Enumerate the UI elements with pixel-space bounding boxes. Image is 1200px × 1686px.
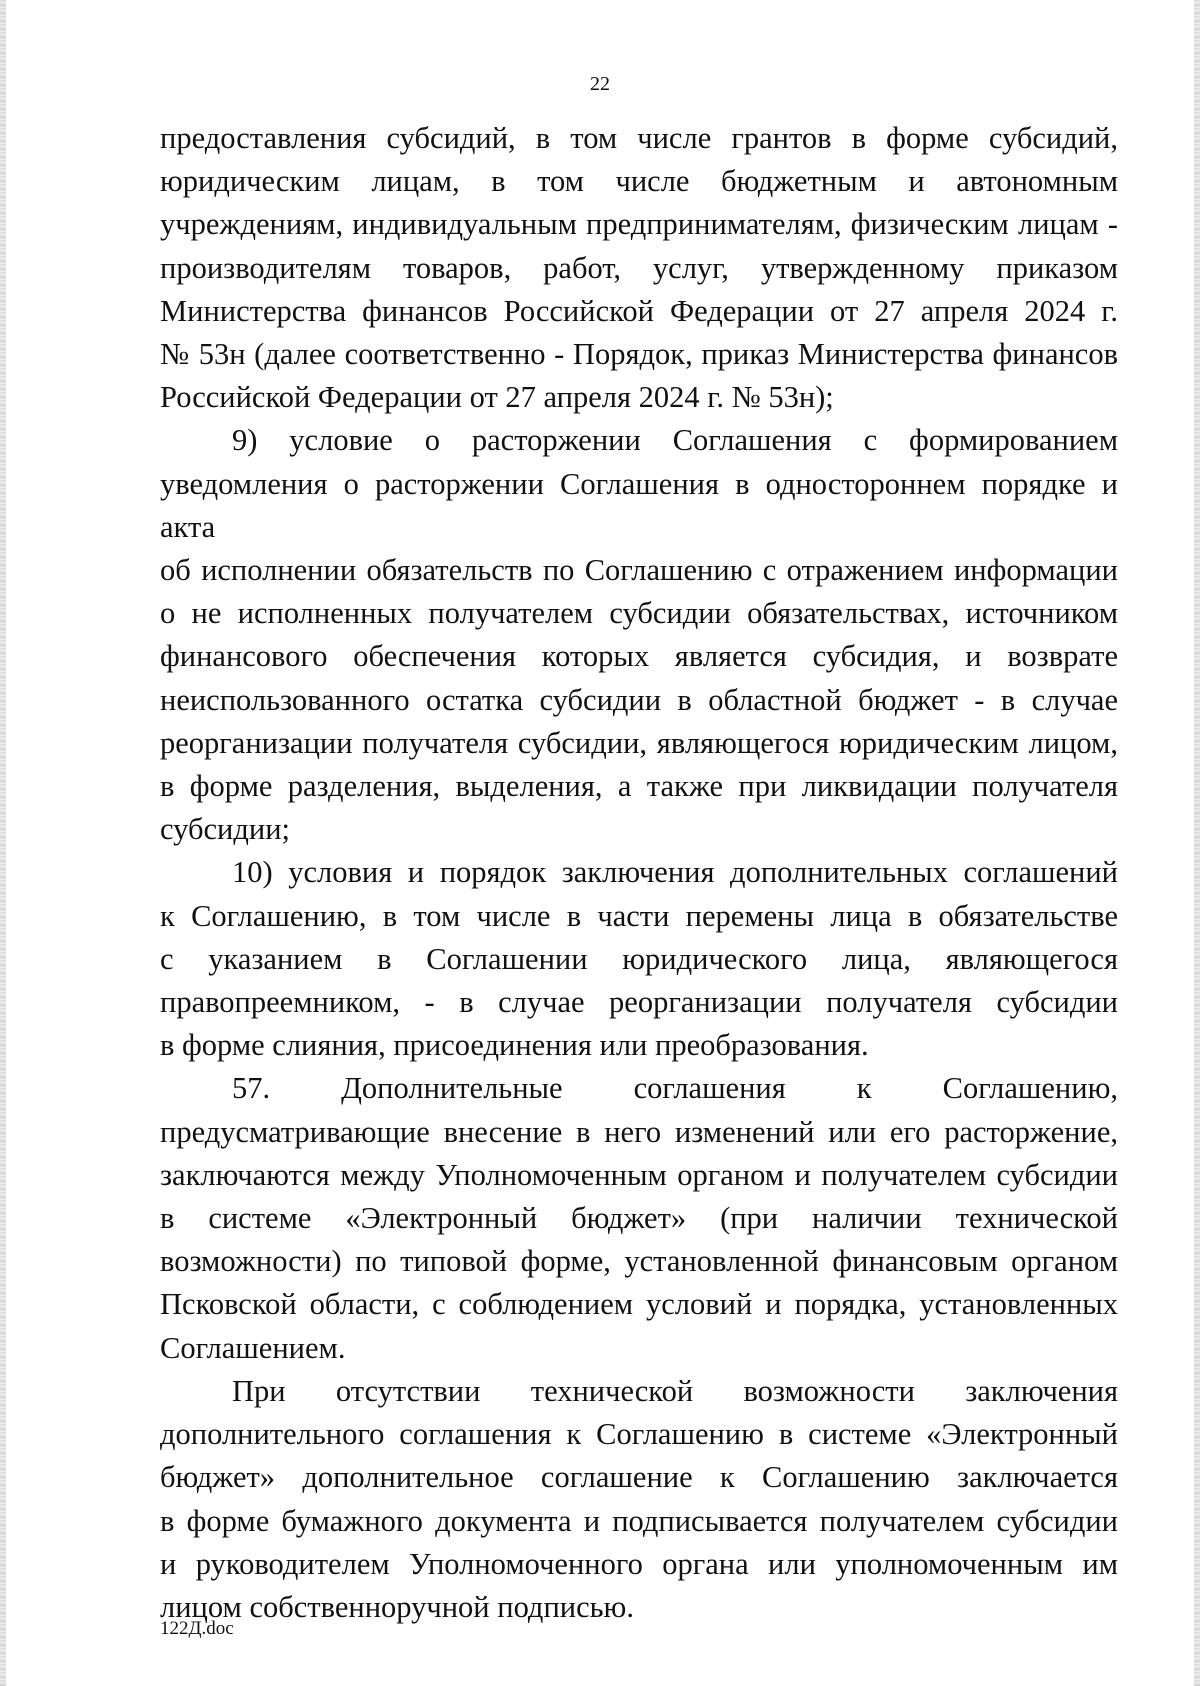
text-line: производителям товаров, работ, услуг, утвержденному приказом xyxy=(160,250,1118,285)
text-line: лицом собственноручной подписью. xyxy=(160,1589,634,1624)
text-line: уведомления о расторжении Соглашения в одностороннем порядке и акта xyxy=(160,466,1118,544)
text-line: о не исполненных получателем субсидии обязательствах, источником xyxy=(160,596,1118,631)
file-reference: 122Д.doc xyxy=(160,1618,234,1639)
text-line: финансового обеспечения которых является субсидия, и возврате xyxy=(160,639,1118,674)
text-line: 9) условие о расторжении Соглашения с формированием xyxy=(232,423,1118,458)
text-line: дополнительного соглашения к Соглашению в системе «Электронный xyxy=(160,1417,1118,1452)
text-line: Псковской области, с соблюдением условий и порядка, установленных xyxy=(160,1287,1118,1322)
text-line: № 53н (далее соответственно - Порядок, приказ Министерства финансов xyxy=(160,337,1118,372)
text-line: Министерства финансов Российской Федерации от 27 апреля 2024 г. xyxy=(160,293,1118,328)
text-line: предоставления субсидий, в том числе грантов в форме субсидий, xyxy=(160,121,1118,155)
text-line: об исполнении обязательств по Соглашению с отражением информации xyxy=(160,553,1118,588)
paragraph-clause-57 xyxy=(160,1067,1118,1369)
text-line: 57. Дополнительные соглашения к Соглашению, xyxy=(232,1071,1118,1106)
text-line: неиспользованного остатка субсидии в областной бюджет - в случае xyxy=(160,682,1118,717)
text-line: 10) условия и порядок заключения дополнительных соглашений xyxy=(232,855,1118,890)
text-line: бюджет» дополнительное соглашение к Соглашению заключается xyxy=(160,1460,1118,1495)
document-body xyxy=(160,117,1118,1629)
page-number: 22 xyxy=(590,73,610,95)
text-line: в форме разделения, выделения, а также при ликвидации получателя xyxy=(160,769,1118,804)
text-line: При отсутствии технической возможности заключения xyxy=(232,1373,1118,1408)
text-line: Соглашением. xyxy=(160,1330,346,1365)
text-line: юридическим лицам, в том числе бюджетным и автономным xyxy=(160,164,1118,199)
text-line: и руководителем Уполномоченного органа или уполномоченным им xyxy=(160,1546,1118,1581)
text-line: в форме слияния, присоединения или преобразования. xyxy=(160,1028,869,1063)
paragraph-item-9 xyxy=(160,419,1118,851)
text-line: в системе «Электронный бюджет» (при наличии технической xyxy=(160,1201,1118,1236)
text-line: к Соглашению, в том числе в части перемены лица в обязательстве xyxy=(160,898,1118,933)
text-line: в форме бумажного документа и подписывается получателем субсидии xyxy=(160,1503,1118,1538)
text-line: заключаются между Уполномоченным органом и получателем субсидии xyxy=(160,1157,1118,1192)
text-line: реорганизации получателя субсидии, являющегося юридическим лицом, xyxy=(160,725,1118,760)
paragraph-item-10 xyxy=(160,851,1118,1067)
text-line: учреждениям, индивидуальным предпринимателям, физическим лицам - xyxy=(160,207,1118,242)
paragraph-continuation xyxy=(160,117,1118,419)
text-line: правопреемником, - в случае реорганизации получателя субсидии xyxy=(160,985,1118,1020)
paragraph-no-technical-possibility xyxy=(160,1370,1118,1629)
scan-edge-right xyxy=(1194,0,1200,1686)
text-line: Российской Федерации от 27 апреля 2024 г. № 53н); xyxy=(160,380,834,415)
text-line: субсидии; xyxy=(160,812,290,847)
scan-edge-left xyxy=(0,0,6,1686)
text-line: с указанием в Соглашении юридического лица, являющегося xyxy=(160,941,1118,976)
text-line: предусматривающие внесение в него изменений или его расторжение, xyxy=(160,1114,1118,1149)
text-line: возможности) по типовой форме, установленной финансовым органом xyxy=(160,1244,1118,1279)
